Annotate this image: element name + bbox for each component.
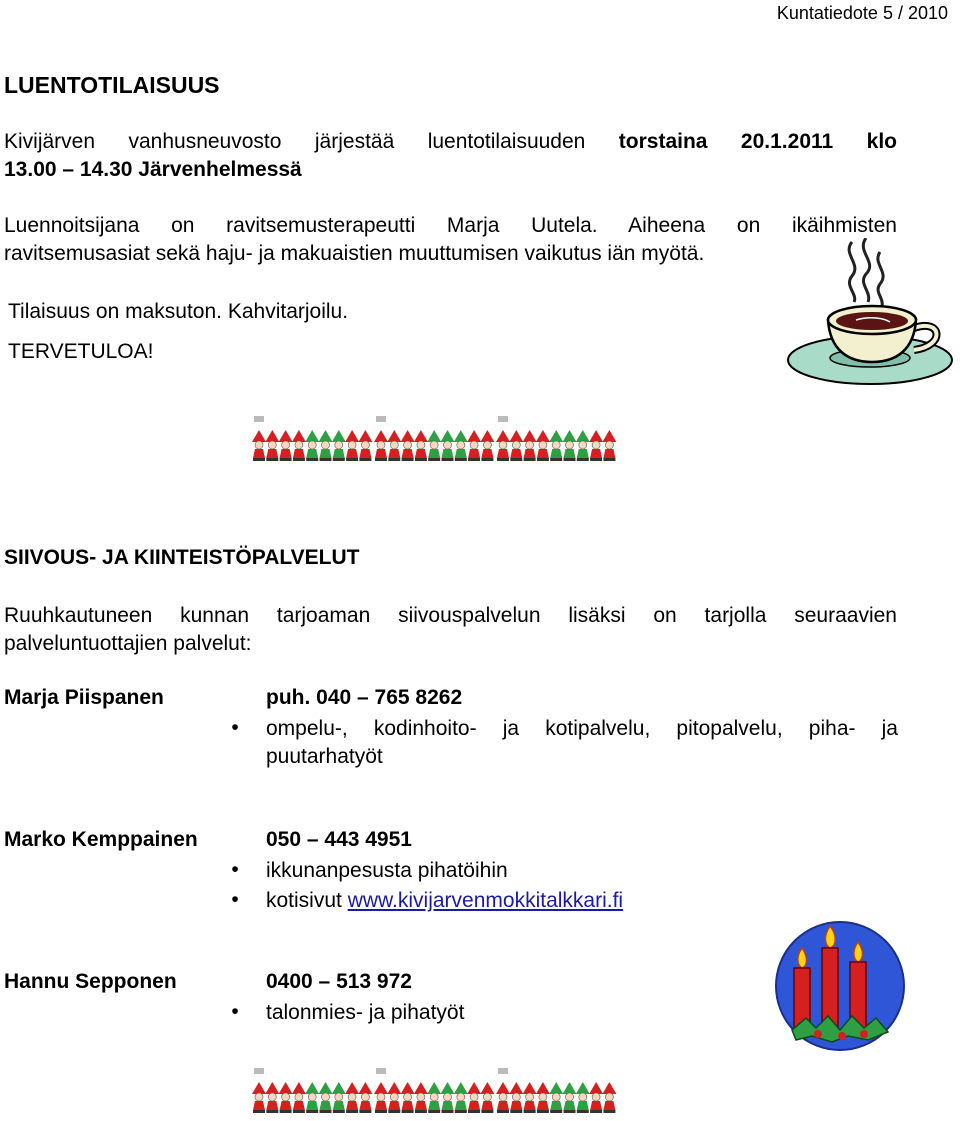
elf-border-bottom bbox=[252, 1064, 618, 1116]
elf-figure bbox=[467, 1082, 481, 1113]
elf-figure bbox=[441, 1082, 455, 1113]
elf-figure bbox=[252, 1082, 266, 1113]
elf-figure bbox=[480, 430, 494, 461]
homepage-label: kotisivut bbox=[266, 889, 348, 912]
provider-service-item: ompelu-, kodinhoito- ja kotipalvelu, pitopalvelu, piha- ja bbox=[266, 717, 898, 740]
elf-figure bbox=[345, 1082, 359, 1113]
elf-figure bbox=[454, 1082, 468, 1113]
elf-figure bbox=[374, 430, 388, 461]
clipart-mark bbox=[254, 416, 264, 422]
services-intro-line1: Ruuhkautuneen kunnan tarjoaman siivouspalvelun lisäksi on tarjolla seuraavien bbox=[4, 604, 897, 627]
elf-figure bbox=[454, 430, 468, 461]
elf-figure bbox=[305, 430, 319, 461]
elf-figure bbox=[358, 430, 372, 461]
lecture-p1-line2: 13.00 – 14.30 Järvenhelmessä bbox=[4, 158, 302, 181]
elf-figure bbox=[305, 1082, 319, 1113]
services-intro-line2: palveluntuottajien palvelut: bbox=[4, 632, 252, 655]
homepage-link[interactable]: www.kivijarvenmokkitalkkari.fi bbox=[347, 889, 624, 912]
elf-figure bbox=[523, 430, 537, 461]
elf-figure bbox=[279, 430, 293, 461]
elf-border-top bbox=[252, 412, 618, 464]
elf-figure bbox=[332, 1082, 346, 1113]
elf-figure bbox=[374, 1082, 388, 1113]
elf-figure bbox=[332, 430, 346, 461]
provider-name: Marko Kemppainen bbox=[4, 828, 198, 851]
newsletter-issue: Kuntatiedote 5 / 2010 bbox=[776, 3, 948, 23]
elf-figure bbox=[467, 430, 481, 461]
clipart-mark bbox=[498, 416, 508, 422]
clipart-mark bbox=[254, 1068, 264, 1074]
provider-service-item: talonmies- ja pihatyöt bbox=[266, 1001, 465, 1024]
provider-service-item: ikkunanpesusta pihatöihin bbox=[266, 859, 508, 882]
coffee-cup-icon bbox=[786, 238, 958, 390]
elf-figure bbox=[563, 1082, 577, 1113]
elf-figure bbox=[401, 1082, 415, 1113]
elf-figure bbox=[279, 1082, 293, 1113]
clipart-mark bbox=[376, 416, 386, 422]
provider-phone: 050 – 443 4951 bbox=[266, 828, 412, 851]
elf-figure bbox=[523, 1082, 537, 1113]
elf-figure bbox=[292, 1082, 306, 1113]
elf-figure bbox=[265, 430, 279, 461]
provider-homepage-item bbox=[266, 887, 623, 915]
elf-figure bbox=[401, 430, 415, 461]
elf-figure bbox=[414, 430, 428, 461]
elf-figure bbox=[509, 1082, 523, 1113]
elf-figure bbox=[496, 430, 510, 461]
elf-figure bbox=[427, 1082, 441, 1113]
elf-figure bbox=[292, 430, 306, 461]
elf-figure bbox=[480, 1082, 494, 1113]
bullet-icon: • bbox=[231, 1000, 239, 1023]
elf-figure bbox=[319, 430, 333, 461]
elf-figure bbox=[387, 430, 401, 461]
provider-name: Marja Piispanen bbox=[4, 686, 164, 709]
elf-figure bbox=[265, 1082, 279, 1113]
elf-figure bbox=[345, 430, 359, 461]
elf-figure bbox=[427, 430, 441, 461]
elf-figure bbox=[563, 430, 577, 461]
elf-figure bbox=[602, 1082, 616, 1113]
elf-figure bbox=[589, 1082, 603, 1113]
lecture-welcome: TERVETULOA! bbox=[8, 340, 154, 363]
elf-figure bbox=[549, 1082, 563, 1113]
lecture-p2-line2: ravitsemusasiat sekä haju- ja makuaistien muuttumisen vaikutus iän myötä. bbox=[4, 242, 705, 265]
bullet-icon: • bbox=[231, 716, 239, 739]
lecture-p1-text: Kivijärven vanhusneuvosto järjestää luentotilaisuuden bbox=[4, 130, 619, 153]
elf-figure bbox=[576, 430, 590, 461]
clipart-mark bbox=[376, 1068, 386, 1074]
elf-figure bbox=[319, 1082, 333, 1113]
lecture-p2-line1: Luennoitsijana on ravitsemusterapeutti Marja Uutela. Aiheena on ikäihmisten bbox=[4, 214, 897, 237]
clipart-mark bbox=[498, 1068, 508, 1074]
elf-figure bbox=[536, 430, 550, 461]
bullet-icon: • bbox=[231, 888, 239, 911]
lecture-free-note: Tilaisuus on maksuton. Kahvitarjoilu. bbox=[8, 300, 349, 323]
elf-figure bbox=[387, 1082, 401, 1113]
elf-figure bbox=[358, 1082, 372, 1113]
elf-figure bbox=[509, 430, 523, 461]
provider-service-item-cont: puutarhatyöt bbox=[266, 745, 383, 768]
elf-figure bbox=[602, 430, 616, 461]
provider-phone: 0400 – 513 972 bbox=[266, 970, 412, 993]
elf-figure bbox=[441, 430, 455, 461]
lecture-p1-line1 bbox=[4, 128, 897, 156]
elf-figure bbox=[589, 430, 603, 461]
advent-candles-icon bbox=[772, 918, 908, 1054]
elf-figure bbox=[536, 1082, 550, 1113]
lecture-title: LUENTOTILAISUUS bbox=[4, 72, 220, 98]
services-title: SIIVOUS- JA KIINTEISTÖPALVELUT bbox=[4, 546, 360, 569]
elf-figure bbox=[414, 1082, 428, 1113]
bullet-icon: • bbox=[231, 858, 239, 881]
elf-figure bbox=[496, 1082, 510, 1113]
elf-figure bbox=[576, 1082, 590, 1113]
lecture-p1-date: torstaina 20.1.2011 klo bbox=[618, 130, 897, 153]
provider-phone: puh. 040 – 765 8262 bbox=[266, 686, 463, 709]
elf-figure bbox=[252, 430, 266, 461]
provider-name: Hannu Sepponen bbox=[4, 970, 177, 993]
elf-figure bbox=[549, 430, 563, 461]
